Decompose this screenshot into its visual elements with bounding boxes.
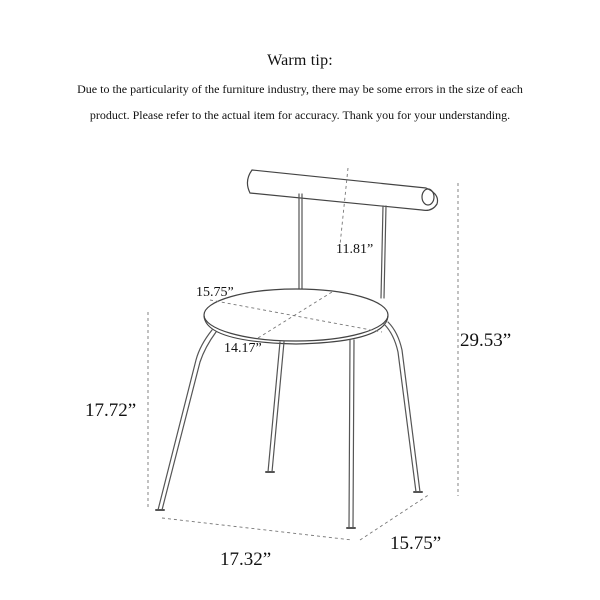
base-width-label: 17.32” xyxy=(220,549,272,570)
dimension-lines xyxy=(148,168,458,540)
notice-title: Warm tip: xyxy=(267,52,333,69)
leg-front-right xyxy=(349,340,350,528)
leg-back-right xyxy=(388,322,420,492)
notice-line-2: product. Please refer to the actual item for accuracy. Thank you for your understanding. xyxy=(89,108,511,122)
chair-backrest xyxy=(247,170,437,210)
notice-line-1: Due to the particularity of the furniture industry, there may be some errors in the size of each xyxy=(77,82,523,96)
back-post-right xyxy=(381,206,383,298)
seat-depth-label: 14.17” xyxy=(224,341,262,356)
seat-width-label: 15.75” xyxy=(196,285,234,300)
base-width-line xyxy=(162,518,352,540)
seat-height-label: 17.72” xyxy=(85,400,137,421)
total-height-label: 29.53” xyxy=(460,330,512,351)
backrest-height-label: 11.81” xyxy=(336,242,374,257)
chair-illustration xyxy=(156,170,438,528)
base-depth-label: 15.75” xyxy=(390,533,442,554)
